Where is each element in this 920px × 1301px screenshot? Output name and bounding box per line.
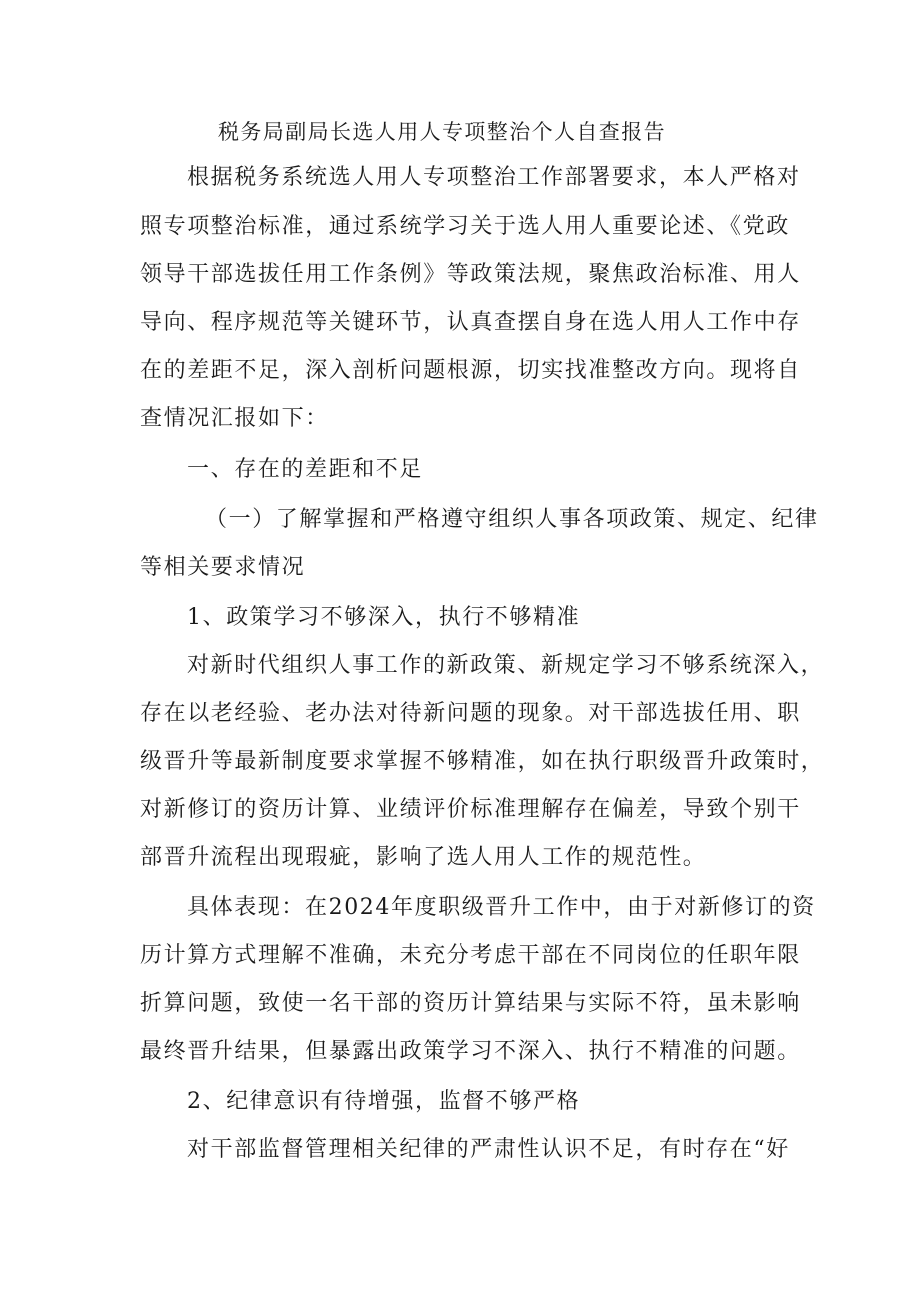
item1-example-line: 折算问题，致使一名干部的资历计算结果与实际不符，虽未影响: [140, 991, 801, 1016]
item1-example-line: 最终晋升结果，但暴露出政策学习不深入、执行不精准的问题。: [140, 1039, 801, 1064]
item1-body-line: 对新时代组织人事工作的新政策、新规定学习不够系统深入，: [187, 653, 825, 678]
item1-heading: 1、政策学习不够深入，执行不够精准: [187, 605, 581, 630]
intro-line: 在的差距不足，深入剖析问题根源，切实找准整改方向。现将自: [140, 358, 801, 383]
subsection-heading-line: 等相关要求情况: [140, 555, 306, 580]
item2-body-line: 对干部监督管理相关纪律的严肃性认识不足，有时存在“好: [187, 1137, 790, 1162]
subsection-heading-line: （一）了解掌握和严格遵守组织人事各项政策、规定、纪律: [205, 507, 819, 532]
item1-body-line: 对新修订的资历计算、业绩评价标准理解存在偏差，导致个别干: [140, 797, 801, 822]
intro-line: 领导干部选拔任用工作条例》等政策法规，聚焦政治标准、用人: [140, 262, 801, 287]
document-title: 税务局副局长选人用人专项整治个人自查报告: [218, 120, 666, 144]
intro-line: 导向、程序规范等关键环节，认真查摆自身在选人用人工作中存: [140, 310, 801, 335]
intro-line: 根据税务系统选人用人专项整治工作部署要求，本人严格对: [187, 165, 801, 190]
item1-example-line: 具体表现：在2024年度职级晋升工作中，由于对新修订的资: [187, 895, 816, 920]
item2-heading: 2、纪律意识有待增强，监督不够严格: [187, 1089, 581, 1114]
item1-example-line: 历计算方式理解不准确，未充分考虑干部在不同岗位的任职年限: [140, 943, 801, 968]
section-heading: 一、存在的差距和不足: [187, 457, 424, 482]
intro-line: 查情况汇报如下：: [140, 406, 329, 431]
item1-body-line: 级晋升等最新制度要求掌握不够精准，如在执行职级晋升政策时，: [140, 749, 825, 774]
item1-body-line: 部晋升流程出现瑕疵，影响了选人用人工作的规范性。: [140, 845, 707, 870]
intro-line: 照专项整治标准，通过系统学习关于选人用人重要论述、《党政: [140, 214, 790, 239]
item1-body-line: 存在以老经验、老办法对待新问题的现象。对干部选拔任用、职: [140, 701, 801, 726]
